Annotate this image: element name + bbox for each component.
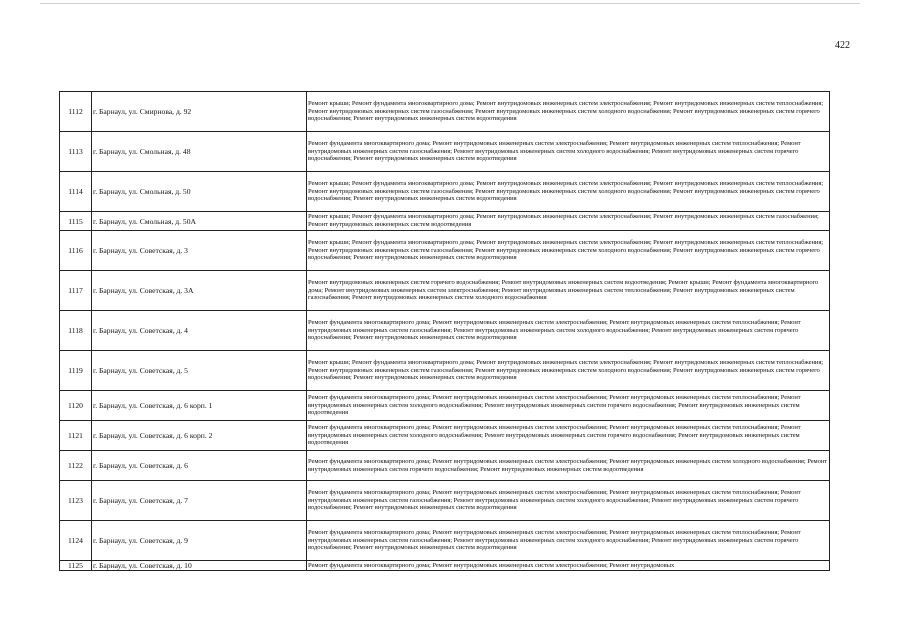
row-address: г. Барнаул, ул. Смольная, д. 50А bbox=[92, 212, 307, 231]
row-address: г. Барнаул, ул. Советская, д. 5 bbox=[92, 351, 307, 391]
row-works: Ремонт внутридомовых инженерных систем горячего водоснабжения; Ремонт внутридомовых инженерных систем водоотведения; Ремонт крыши; Ремонт фундамента многоквартирного дома; Ремонт внутридомовых инженерных систем электроснабжения; Ремонт внутридомовых инженерных систем теплоснабжения; Ремонт внутридомовых инженерных систем газоснабжения; Ремонт внутридомовых инженерных систем холодного водоснабжения bbox=[307, 271, 830, 311]
row-address: г. Барнаул, ул. Советская, д. 10 bbox=[92, 561, 307, 571]
row-works: Ремонт фундамента многоквартирного дома; Ремонт внутридомовых инженерных систем электроснабжения; Ремонт внутридомовых инженерных систем теплоснабжения; Ремонт внутридомовых инженерных систем холодного водоснабжения; Ремонт внутридомовых инженерных систем горячего водоснабжения; Ремонт внутридомовых инженерных систем водоотведения bbox=[307, 391, 830, 421]
table-row bbox=[60, 481, 830, 521]
row-number: 1119 bbox=[60, 351, 92, 391]
row-number: 1125 bbox=[60, 561, 92, 571]
table-row bbox=[60, 212, 830, 231]
row-number: 1120 bbox=[60, 391, 92, 421]
row-works: Ремонт крыши; Ремонт фундамента многоквартирного дома; Ремонт внутридомовых инженерных систем электроснабжения; Ремонт внутридомовых инженерных систем теплоснабжения; Ремонт внутридомовых инженерных систем газоснабжения; Ремонт внутридомовых инженерных систем холодного водоснабжения; Ремонт внутридомовых инженерных систем горячего водоснабжения; Ремонт внутридомовых инженерных систем водоотведения bbox=[307, 231, 830, 271]
row-number: 1123 bbox=[60, 481, 92, 521]
table-row bbox=[60, 271, 830, 311]
row-works: Ремонт крыши; Ремонт фундамента многоквартирного дома; Ремонт внутридомовых инженерных систем электроснабжения; Ремонт внутридомовых инженерных систем теплоснабжения; Ремонт внутридомовых инженерных систем газоснабжения; Ремонт внутридомовых инженерных систем холодного водоснабжения; Ремонт внутридомовых инженерных систем горячего водоснабжения; Ремонт внутридомовых инженерных систем водоотведения bbox=[307, 351, 830, 391]
row-address: г. Барнаул, ул. Смирнова, д. 92 bbox=[92, 92, 307, 132]
row-number: 1124 bbox=[60, 521, 92, 561]
table-row bbox=[60, 311, 830, 351]
table-row bbox=[60, 561, 830, 571]
row-address: г. Барнаул, ул. Советская, д. 6 корп. 1 bbox=[92, 391, 307, 421]
table-row bbox=[60, 172, 830, 212]
row-address: г. Барнаул, ул. Советская, д. 7 bbox=[92, 481, 307, 521]
row-number: 1116 bbox=[60, 231, 92, 271]
works-table bbox=[59, 91, 830, 571]
row-works: Ремонт фундамента многоквартирного дома; Ремонт внутридомовых инженерных систем электроснабжения; Ремонт внутридомовых инженерных систем теплоснабжения; Ремонт внутридомовых инженерных систем газоснабжения; Ремонт внутридомовых инженерных систем холодного водоснабжения; Ремонт внутридомовых инженерных систем горячего водоснабжения; Ремонт внутридомовых инженерных систем водоотведения bbox=[307, 132, 830, 172]
row-number: 1114 bbox=[60, 172, 92, 212]
row-address: г. Барнаул, ул. Советская, д. 3 bbox=[92, 231, 307, 271]
table-row bbox=[60, 391, 830, 421]
table-row bbox=[60, 132, 830, 172]
row-number: 1121 bbox=[60, 421, 92, 451]
works-table-container bbox=[59, 91, 829, 571]
row-address: г. Барнаул, ул. Советская, д. 4 bbox=[92, 311, 307, 351]
row-number: 1118 bbox=[60, 311, 92, 351]
page-number: 422 bbox=[835, 40, 850, 51]
table-row bbox=[60, 92, 830, 132]
row-address: г. Барнаул, ул. Советская, д. 9 bbox=[92, 521, 307, 561]
row-number: 1122 bbox=[60, 451, 92, 481]
table-row bbox=[60, 351, 830, 391]
row-works: Ремонт крыши; Ремонт фундамента многоквартирного дома; Ремонт внутридомовых инженерных систем электроснабжения; Ремонт внутридомовых инженерных систем теплоснабжения; Ремонт внутридомовых инженерных систем газоснабжения; Ремонт внутридомовых инженерных систем холодного водоснабжения; Ремонт внутридомовых инженерных систем горячего водоснабжения; Ремонт внутридомовых инженерных систем водоотведения bbox=[307, 172, 830, 212]
row-works: Ремонт фундамента многоквартирного дома; Ремонт внутридомовых инженерных систем электроснабжения; Ремонт внутридомовых bbox=[307, 561, 830, 571]
table-row bbox=[60, 521, 830, 561]
row-number: 1112 bbox=[60, 92, 92, 132]
row-works: Ремонт фундамента многоквартирного дома; Ремонт внутридомовых инженерных систем электроснабжения; Ремонт внутридомовых инженерных систем теплоснабжения; Ремонт внутридомовых инженерных систем холодного водоснабжения; Ремонт внутридомовых инженерных систем горячего водоснабжения; Ремонт внутридомовых инженерных систем водоотведения bbox=[307, 421, 830, 451]
row-number: 1115 bbox=[60, 212, 92, 231]
row-works: Ремонт крыши; Ремонт фундамента многоквартирного дома; Ремонт внутридомовых инженерных систем электроснабжения; Ремонт внутридомовых инженерных систем теплоснабжения; Ремонт внутридомовых инженерных систем газоснабжения; Ремонт внутридомовых инженерных систем холодного водоснабжения; Ремонт внутридомовых инженерных систем горячего водоснабжения; Ремонт внутридомовых инженерных систем водоотведения bbox=[307, 92, 830, 132]
row-works: Ремонт фундамента многоквартирного дома; Ремонт внутридомовых инженерных систем электроснабжения; Ремонт внутридомовых инженерных систем холодного водоснабжения; Ремонт внутридомовых инженерных систем горячего водоснабжения; Ремонт внутридомовых инженерных систем водоотведения bbox=[307, 451, 830, 481]
row-works: Ремонт фундамента многоквартирного дома; Ремонт внутридомовых инженерных систем электроснабжения; Ремонт внутридомовых инженерных систем теплоснабжения; Ремонт внутридомовых инженерных систем газоснабжения; Ремонт внутридомовых инженерных систем холодного водоснабжения; Ремонт внутридомовых инженерных систем горячего водоснабжения; Ремонт внутридомовых инженерных систем водоотведения bbox=[307, 481, 830, 521]
row-number: 1117 bbox=[60, 271, 92, 311]
row-address: г. Барнаул, ул. Смольная, д. 50 bbox=[92, 172, 307, 212]
row-address: г. Барнаул, ул. Смольная, д. 48 bbox=[92, 132, 307, 172]
row-address: г. Барнаул, ул. Советская, д. 3А bbox=[92, 271, 307, 311]
table-row bbox=[60, 451, 830, 481]
row-works: Ремонт фундамента многоквартирного дома; Ремонт внутридомовых инженерных систем электроснабжения; Ремонт внутридомовых инженерных систем теплоснабжения; Ремонт внутридомовых инженерных систем газоснабжения; Ремонт внутридомовых инженерных систем холодного водоснабжения; Ремонт внутридомовых инженерных систем горячего водоснабжения; Ремонт внутридомовых инженерных систем водоотведения bbox=[307, 311, 830, 351]
scan-artifact-top bbox=[40, 3, 860, 4]
table-row bbox=[60, 421, 830, 451]
row-address: г. Барнаул, ул. Советская, д. 6 корп. 2 bbox=[92, 421, 307, 451]
row-works: Ремонт крыши; Ремонт фундамента многоквартирного дома; Ремонт внутридомовых инженерных систем электроснабжения; Ремонт внутридомовых инженерных систем газоснабжения; Ремонт внутридомовых инженерных систем водоотведения bbox=[307, 212, 830, 231]
row-number: 1113 bbox=[60, 132, 92, 172]
row-address: г. Барнаул, ул. Советская, д. 6 bbox=[92, 451, 307, 481]
row-works: Ремонт фундамента многоквартирного дома; Ремонт внутридомовых инженерных систем электроснабжения; Ремонт внутридомовых инженерных систем теплоснабжения; Ремонт внутридомовых инженерных систем газоснабжения; Ремонт внутридомовых инженерных систем холодного водоснабжения; Ремонт внутридомовых инженерных систем горячего водоснабжения; Ремонт внутридомовых инженерных систем водоотведения bbox=[307, 521, 830, 561]
table-row bbox=[60, 231, 830, 271]
